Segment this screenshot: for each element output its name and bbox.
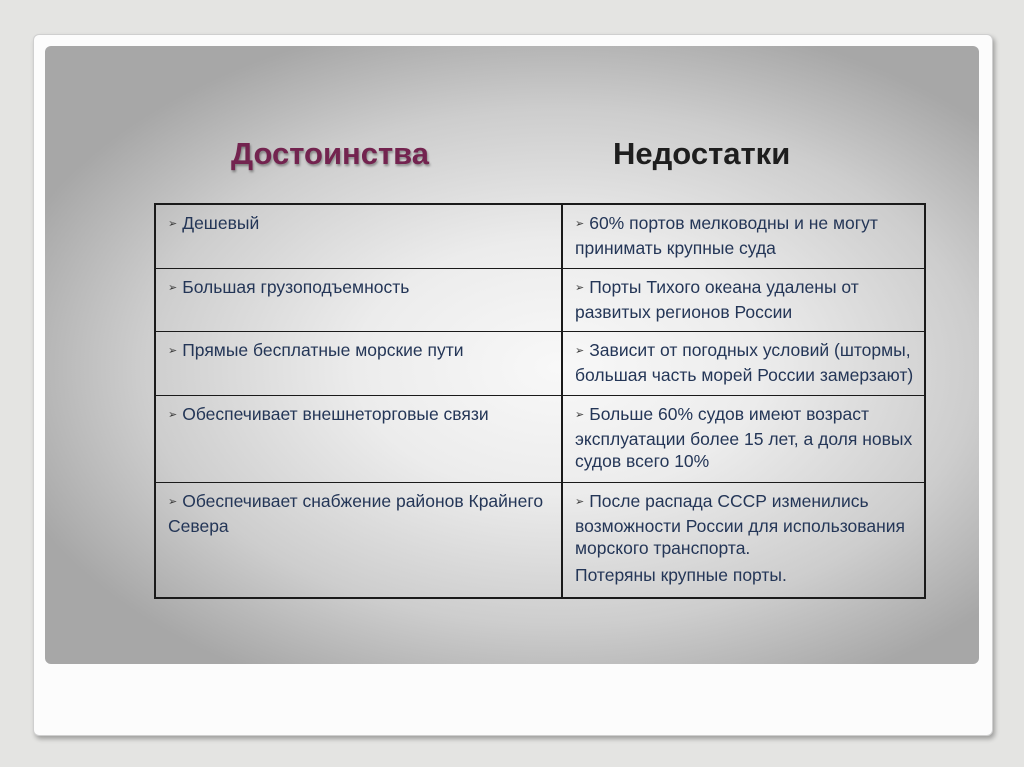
arrowhead-bullet-icon: ➢ — [575, 495, 585, 508]
advantage-cell — [155, 332, 562, 396]
arrowhead-bullet-icon: ➢ — [168, 345, 178, 358]
advantage-text: Обеспечивает снабжение районов Крайнего Севера — [168, 490, 544, 536]
disadvantage-cell — [562, 395, 925, 482]
advantage-text: Обеспечивает внешнеторговые связи — [182, 403, 489, 424]
advantage-text: Прямые бесплатные морские пути — [182, 340, 464, 361]
table-row — [155, 482, 925, 598]
advantage-cell — [155, 204, 562, 268]
disadvantage-cell — [562, 332, 925, 396]
disadvantage-text: Порты Тихого океана удалены от развитых регионов России — [575, 276, 859, 322]
advantage-text: Большая грузоподъемность — [182, 276, 410, 297]
advantage-text: Дешевый — [182, 213, 260, 233]
disadvantage-cell — [562, 268, 925, 332]
table-row — [155, 332, 925, 396]
arrowhead-bullet-icon: ➢ — [575, 281, 585, 294]
arrowhead-bullet-icon: ➢ — [168, 281, 178, 294]
disadvantage-text: После распада СССР изменились возможности России для использования морского транспорта. — [575, 490, 906, 558]
comparison-table — [154, 203, 926, 599]
disadvantage-cell — [562, 482, 925, 598]
table-row — [155, 204, 925, 268]
table-row — [155, 268, 925, 332]
disadvantage-text: 60% портов мелководны и не могут принимать крупные суда — [575, 213, 878, 258]
advantage-cell — [155, 482, 562, 598]
advantage-cell — [155, 268, 562, 332]
arrowhead-bullet-icon: ➢ — [575, 218, 585, 230]
arrowhead-bullet-icon: ➢ — [168, 408, 178, 421]
disadvantage-extra-text: Потеряны крупные порты. — [575, 564, 787, 585]
arrowhead-bullet-icon: ➢ — [575, 345, 585, 358]
arrowhead-bullet-icon: ➢ — [168, 218, 178, 230]
disadvantage-text: Зависит от погодных условий (штормы, большая часть морей России замерзают) — [575, 340, 914, 386]
arrowhead-bullet-icon: ➢ — [575, 408, 585, 421]
heading-advantages: Достоинства — [231, 136, 430, 171]
disadvantage-text: Больше 60% судов имеют возраст эксплуатации более 15 лет, а доля новых судов всего 10% — [575, 403, 913, 471]
disadvantage-cell — [562, 204, 925, 268]
table-row — [155, 395, 925, 482]
advantage-cell — [155, 395, 562, 482]
arrowhead-bullet-icon: ➢ — [168, 495, 178, 508]
heading-disadvantages: Недостатки — [613, 136, 791, 171]
